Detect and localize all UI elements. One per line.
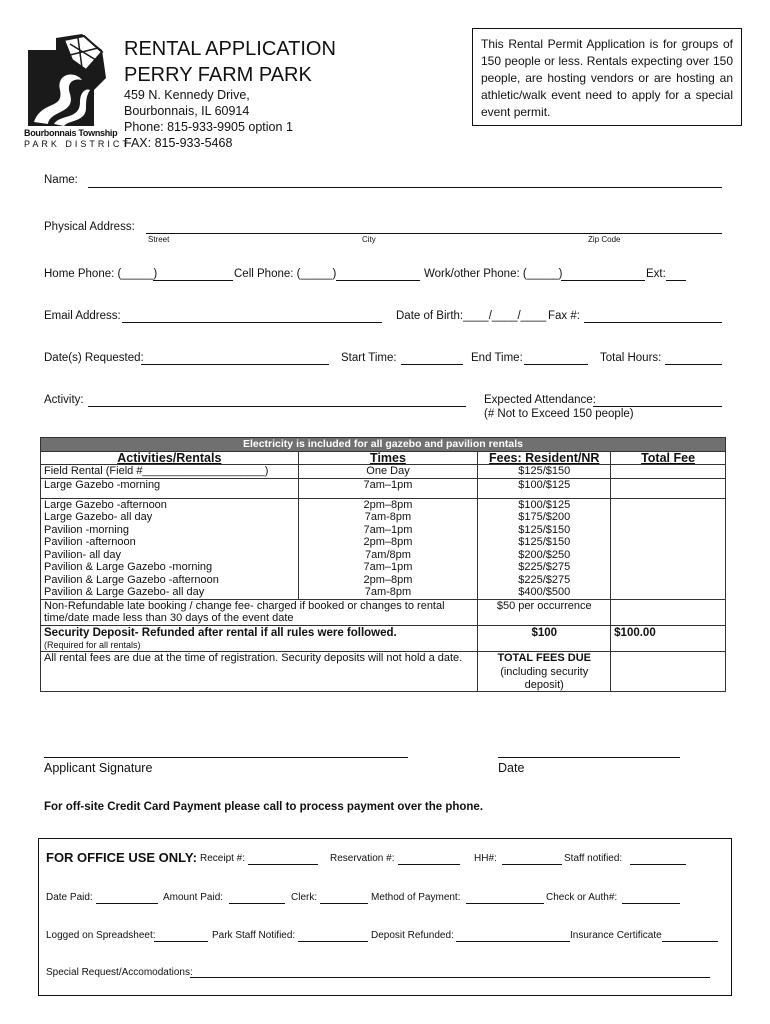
rental-fee: $125/$150	[478, 536, 611, 549]
rental-activity: Large Gazebo -morning	[41, 478, 299, 498]
rental-activity: Pavilion -afternoon	[41, 536, 299, 549]
start-time-label: Start Time:	[341, 352, 397, 364]
expected-attendance-label: Expected Attendance:	[484, 394, 596, 406]
rental-total[interactable]	[611, 586, 726, 599]
amount-paid-field[interactable]	[229, 903, 285, 904]
home-phone-label: Home Phone: (_____)	[44, 268, 158, 280]
table-row	[41, 574, 726, 587]
email-label: Email Address:	[44, 310, 121, 322]
rental-fee: $175/$200	[478, 511, 611, 524]
office-use-title: FOR OFFICE USE ONLY:	[46, 850, 197, 865]
deposit-refunded-label: Deposit Refunded:	[371, 930, 454, 941]
rental-time: 7am–1pm	[298, 524, 478, 537]
hh-label: HH#:	[474, 853, 497, 864]
total-hours-field[interactable]	[665, 364, 722, 365]
rental-total[interactable]	[611, 574, 726, 587]
signature-date-label: Date	[498, 761, 525, 775]
email-field[interactable]	[122, 322, 382, 323]
zip-caption: Zip Code	[588, 235, 621, 244]
late-fee-row	[41, 599, 726, 625]
clerk-label: Clerk:	[291, 892, 318, 903]
clerk-field[interactable]	[320, 903, 368, 904]
table-row	[41, 524, 726, 537]
late-fee-total[interactable]	[611, 599, 726, 625]
fax: FAX: 815-933-5468	[124, 136, 233, 150]
total-fees-field[interactable]	[611, 651, 726, 692]
activity-field[interactable]	[88, 406, 466, 407]
deposit-cell	[41, 625, 478, 651]
late-fee-amount: $50 per occurrence	[478, 599, 611, 625]
logo-text-line2: PARK DISTRICT	[24, 139, 131, 149]
table-row	[41, 498, 726, 511]
deposit-row	[41, 625, 726, 651]
signature-date-field[interactable]	[498, 757, 680, 758]
work-phone-label: Work/other Phone: (_____)	[424, 268, 563, 280]
header-total-fee: Total Fee	[611, 451, 726, 465]
reservation-label: Reservation #:	[330, 853, 395, 864]
table-bottom-border	[41, 692, 726, 693]
rental-fee: $100/$125	[478, 498, 611, 511]
logged-field[interactable]	[154, 941, 208, 942]
rental-activity: Large Gazebo- all day	[41, 511, 299, 524]
address-line1: 459 N. Kennedy Drive,	[124, 88, 250, 102]
rental-time: One Day	[298, 465, 478, 479]
start-time-field[interactable]	[401, 364, 463, 365]
date-paid-label: Date Paid:	[46, 892, 93, 903]
date-paid-field[interactable]	[96, 903, 158, 904]
header-times: Times	[298, 451, 478, 465]
hh-field[interactable]	[502, 864, 562, 865]
end-time-field[interactable]	[524, 364, 588, 365]
deposit-refunded-field[interactable]	[456, 941, 570, 942]
cell-phone-label: Cell Phone: (_____)	[234, 268, 337, 280]
rental-total[interactable]	[611, 478, 726, 498]
logo-text-line1: Bourbonnais Township	[24, 128, 118, 138]
rental-time: 2pm–8pm	[298, 498, 478, 511]
rental-activity: Field Rental (Field #____________________)	[41, 465, 299, 479]
table-row	[41, 465, 726, 479]
phone: Phone: 815-933-9905 option 1	[124, 120, 293, 134]
reservation-field[interactable]	[398, 864, 460, 865]
dob-label: Date of Birth:____/____/____	[396, 310, 547, 322]
rental-activity: Pavilion & Large Gazebo- all day	[41, 586, 299, 599]
rental-total[interactable]	[611, 549, 726, 562]
deposit-total: $100.00	[611, 625, 726, 651]
rental-time: 7am/8pm	[298, 549, 478, 562]
table-row	[41, 586, 726, 599]
table-row	[41, 561, 726, 574]
home-phone-field[interactable]	[153, 280, 233, 281]
rental-fee: $225/$275	[478, 561, 611, 574]
work-phone-field[interactable]	[561, 280, 645, 281]
rental-fee: $200/$250	[478, 549, 611, 562]
receipt-label: Receipt #:	[200, 853, 246, 864]
insurance-label: Insurance Certificate	[570, 930, 662, 941]
name-label: Name:	[44, 174, 78, 186]
rental-total[interactable]	[611, 465, 726, 479]
park-staff-label: Park Staff Notified:	[212, 930, 296, 941]
applicant-signature-label: Applicant Signature	[44, 761, 153, 775]
special-request-field[interactable]	[190, 977, 710, 978]
rental-time: 7am–1pm	[298, 478, 478, 498]
method-label: Method of Payment:	[371, 892, 461, 903]
staff-notified-field[interactable]	[630, 864, 686, 865]
physical-address-field[interactable]	[146, 233, 722, 234]
rental-fee: $125/$150	[478, 524, 611, 537]
amount-paid-label: Amount Paid:	[163, 892, 224, 903]
credit-card-note: For off-site Credit Card Payment please call to process payment over the phone.	[44, 801, 484, 813]
insurance-field[interactable]	[662, 941, 718, 942]
address-line2: Bourbonnais, IL 60914	[124, 104, 250, 118]
deposit-label: Security Deposit- Refunded after rental if all rules were followed.	[44, 626, 397, 639]
dates-requested-field[interactable]	[141, 364, 329, 365]
fax-number-field[interactable]	[584, 322, 722, 323]
rental-fee: $125/$150	[478, 465, 611, 479]
rental-activity: Pavilion- all day	[41, 549, 299, 562]
expected-attendance-field[interactable]	[593, 406, 722, 407]
rental-fee: $400/$500	[478, 586, 611, 599]
method-field[interactable]	[466, 903, 544, 904]
end-time-label: End Time:	[471, 352, 523, 364]
header-fees: Fees: Resident/NR	[478, 451, 611, 465]
rental-time: 7am-8pm	[298, 511, 478, 524]
activity-label: Activity:	[44, 394, 84, 406]
rental-total[interactable]	[611, 511, 726, 524]
total-hours-label: Total Hours:	[600, 352, 662, 364]
check-auth-label: Check or Auth#:	[546, 892, 618, 903]
ext-label: Ext:	[646, 268, 666, 280]
logged-label: Logged on Spreadsheet:	[46, 930, 156, 941]
cell-phone-field[interactable]	[336, 280, 420, 281]
fees-due-text: All rental fees are due at the time of registration. Security deposits will not hold a date.	[41, 651, 478, 692]
table-row	[41, 549, 726, 562]
rental-fee: $100/$125	[478, 478, 611, 498]
check-auth-field[interactable]	[622, 903, 680, 904]
rental-total[interactable]	[611, 536, 726, 549]
rental-activity: Pavilion & Large Gazebo -morning	[41, 561, 299, 574]
rental-time: 7am–1pm	[298, 561, 478, 574]
rental-time: 7am-8pm	[298, 586, 478, 599]
rental-activity: Large Gazebo -afternoon	[41, 498, 299, 511]
page-title: RENTAL APPLICATION	[124, 38, 336, 60]
table-row	[41, 478, 726, 498]
total-fees-due: TOTAL FEES DUE	[497, 651, 591, 664]
rental-total[interactable]	[611, 498, 726, 511]
rental-total[interactable]	[611, 524, 726, 537]
rental-activity: Pavilion -morning	[41, 524, 299, 537]
attendance-note: (# Not to Exceed 150 people)	[484, 408, 634, 420]
rental-activity: Pavilion & Large Gazebo -afternoon	[41, 574, 299, 587]
deposit-note: (Required for all rentals)	[44, 639, 141, 650]
dates-requested-label: Date(s) Requested:	[44, 352, 144, 364]
fax-number-label: Fax #:	[548, 310, 580, 322]
applicant-signature-field[interactable]	[44, 757, 408, 758]
permit-notice: This Rental Permit Application is for groups of 150 people or less. Rentals expecting over 150 people, are hosting vendors or are hosting an athletic/walk event need to apply for a special event permit.	[472, 28, 742, 126]
header-activities: Activities/Rentals	[41, 451, 299, 465]
city-caption: City	[362, 235, 376, 244]
special-request-label: Special Request/Accomodations:	[46, 967, 193, 978]
total-fees-note: (including security deposit)	[500, 666, 589, 691]
physical-address-label: Physical Address:	[44, 221, 135, 233]
staff-notified-label: Staff notified:	[564, 853, 623, 864]
rental-fee: $225/$275	[478, 574, 611, 587]
rental-time: 2pm–8pm	[298, 574, 478, 587]
total-fees-cell	[478, 651, 611, 692]
late-fee-text: Non-Refundable late booking / change fee- charged if booked or changes to rental time/date made less than 30 days of the event date	[41, 599, 478, 625]
table-row	[41, 511, 726, 524]
receipt-field[interactable]	[248, 864, 318, 865]
table-row	[41, 536, 726, 549]
rental-total[interactable]	[611, 561, 726, 574]
electricity-banner: Electricity is included for all gazebo and pavilion rentals	[41, 438, 726, 452]
name-field[interactable]	[88, 187, 722, 188]
fees-due-row	[41, 651, 726, 692]
park-staff-field[interactable]	[298, 941, 368, 942]
park-name: PERRY FARM PARK	[124, 64, 312, 86]
rental-rates-table	[40, 437, 726, 692]
rental-time: 2pm–8pm	[298, 536, 478, 549]
deposit-fee: $100	[478, 625, 611, 651]
street-caption: Street	[148, 235, 170, 244]
ext-field[interactable]	[666, 280, 686, 281]
